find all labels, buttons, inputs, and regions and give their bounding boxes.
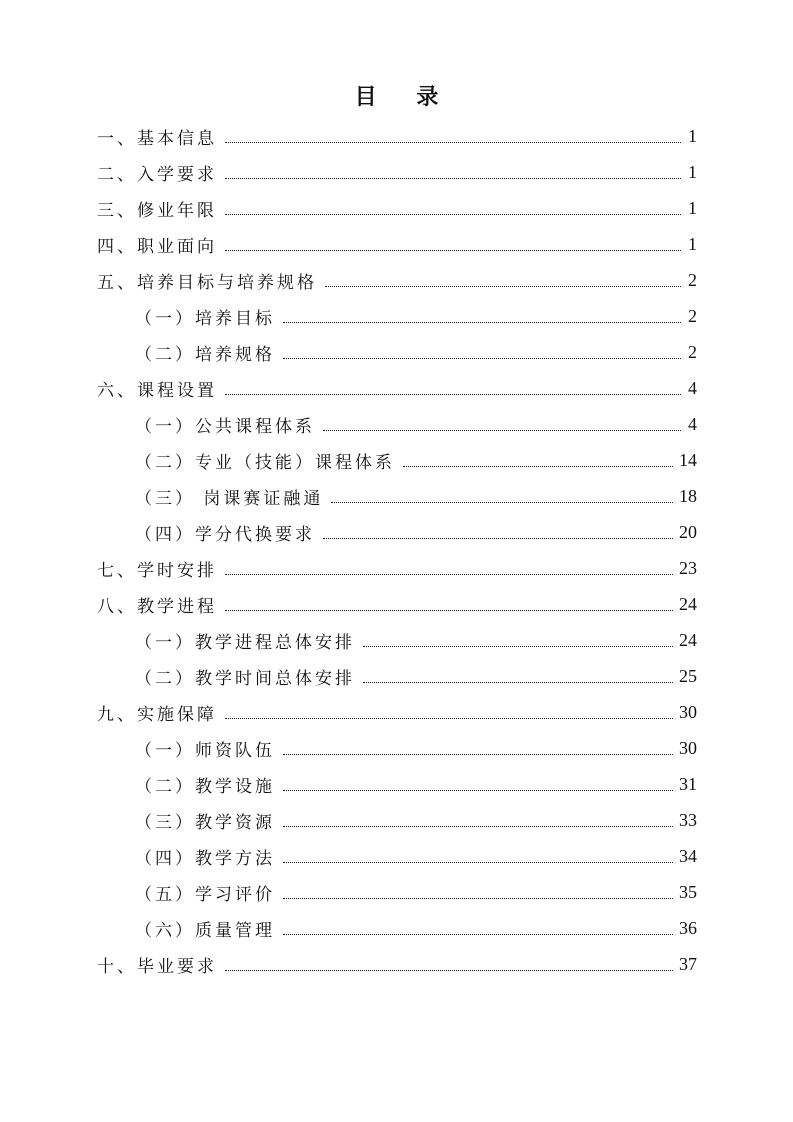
toc-leader-dots: [225, 249, 681, 251]
toc-entry[interactable]: [97, 262, 697, 298]
toc-entry-label: 四、职业面向: [97, 236, 217, 257]
toc-entry-label: （三） 岗课赛证融通: [135, 488, 324, 509]
toc-page-number: 37: [679, 953, 697, 974]
toc-entry-label: （五）学习评价: [135, 884, 275, 905]
toc-page-number: 23: [679, 557, 697, 578]
toc-page-number: 1: [688, 233, 697, 254]
toc-entry-label: （二）培养规格: [135, 344, 275, 365]
toc-entry-label: 一、基本信息: [97, 128, 217, 149]
toc-page-number: 24: [679, 629, 697, 650]
toc-page-number: 1: [688, 197, 697, 218]
toc-leader-dots: [283, 753, 673, 755]
toc-leader-dots: [403, 465, 673, 467]
toc-subentry[interactable]: [97, 802, 697, 838]
toc-leader-dots: [363, 681, 673, 683]
toc-entry[interactable]: [97, 550, 697, 586]
toc-leader-dots: [363, 645, 673, 647]
toc-leader-dots: [225, 573, 673, 575]
toc-leader-dots: [331, 501, 673, 503]
toc-list: [97, 118, 697, 982]
toc-leader-dots: [283, 825, 673, 827]
toc-entry-label: 三、修业年限: [97, 200, 217, 221]
toc-entry-label: （四）学分代换要求: [135, 524, 315, 545]
toc-entry-label: （一）师资队伍: [135, 740, 275, 761]
toc-entry-label: 二、入学要求: [97, 164, 217, 185]
toc-subentry[interactable]: [97, 838, 697, 874]
toc-entry-label: 九、实施保障: [97, 704, 217, 725]
toc-leader-dots: [283, 789, 673, 791]
toc-leader-dots: [325, 285, 681, 287]
toc-entry[interactable]: [97, 586, 697, 622]
toc-page-number: 2: [688, 305, 697, 326]
toc-leader-dots: [283, 357, 681, 359]
toc-leader-dots: [225, 213, 681, 215]
toc-entry-label: （二）教学时间总体安排: [135, 668, 355, 689]
toc-leader-dots: [225, 969, 673, 971]
toc-subentry[interactable]: [97, 514, 697, 550]
toc-leader-dots: [225, 609, 673, 611]
toc-leader-dots: [225, 393, 681, 395]
toc-page-number: 4: [688, 377, 697, 398]
toc-page-number: 30: [679, 737, 697, 758]
toc-page-number: 1: [688, 125, 697, 146]
toc-entry[interactable]: [97, 694, 697, 730]
toc-entry-label: （四）教学方法: [135, 848, 275, 869]
toc-entry-label: 十、毕业要求: [97, 956, 217, 977]
toc-entry-label: （一）公共课程体系: [135, 416, 315, 437]
toc-entry[interactable]: [97, 226, 697, 262]
toc-leader-dots: [225, 141, 681, 143]
toc-page-number: 25: [679, 665, 697, 686]
toc-entry-label: （一）教学进程总体安排: [135, 632, 355, 653]
toc-entry-label: 六、课程设置: [97, 380, 217, 401]
toc-page-number: 14: [679, 449, 697, 470]
toc-entry-label: 七、学时安排: [97, 560, 217, 581]
toc-entry[interactable]: [97, 946, 697, 982]
toc-page-number: 30: [679, 701, 697, 722]
toc-subentry[interactable]: [97, 766, 697, 802]
toc-subentry[interactable]: [97, 442, 697, 478]
toc-leader-dots: [225, 177, 681, 179]
toc-entry-label: （三）教学资源: [135, 812, 275, 833]
toc-entry-label: （二）教学设施: [135, 776, 275, 797]
toc-entry-label: 八、教学进程: [97, 596, 217, 617]
toc-leader-dots: [323, 429, 681, 431]
toc-title: 目 录: [354, 85, 455, 110]
toc-leader-dots: [283, 933, 673, 935]
toc-page-number: 2: [688, 341, 697, 362]
toc-entry-label: （一）培养目标: [135, 308, 275, 329]
toc-entry-label: （二）专业（技能）课程体系: [135, 452, 395, 473]
toc-subentry[interactable]: [97, 622, 697, 658]
toc-page-number: 20: [679, 521, 697, 542]
toc-page-number: 36: [679, 917, 697, 938]
toc-subentry[interactable]: [97, 478, 697, 514]
toc-entry[interactable]: [97, 118, 697, 154]
toc-page-number: 1: [688, 161, 697, 182]
toc-subentry[interactable]: [97, 298, 697, 334]
toc-entry[interactable]: [97, 370, 697, 406]
toc-subentry[interactable]: [97, 334, 697, 370]
toc-leader-dots: [225, 717, 673, 719]
toc-entry[interactable]: [97, 154, 697, 190]
toc-page-number: 24: [679, 593, 697, 614]
toc-subentry[interactable]: [97, 910, 697, 946]
toc-page-number: 34: [679, 845, 697, 866]
toc-entry-label: 五、培养目标与培养规格: [97, 272, 317, 293]
toc-page-number: 2: [688, 269, 697, 290]
toc-subentry[interactable]: [97, 658, 697, 694]
toc-subentry[interactable]: [97, 406, 697, 442]
toc-page-number: 33: [679, 809, 697, 830]
toc-entry-label: （六）质量管理: [135, 920, 275, 941]
toc-page-number: 4: [688, 413, 697, 434]
toc-page-number: 35: [679, 881, 697, 902]
toc-entry[interactable]: [97, 190, 697, 226]
toc-leader-dots: [283, 861, 673, 863]
toc-leader-dots: [283, 321, 681, 323]
toc-subentry[interactable]: [97, 730, 697, 766]
toc-page-number: 18: [679, 485, 697, 506]
toc-subentry[interactable]: [97, 874, 697, 910]
toc-leader-dots: [283, 897, 673, 899]
toc-page-number: 31: [679, 773, 697, 794]
toc-leader-dots: [323, 537, 673, 539]
